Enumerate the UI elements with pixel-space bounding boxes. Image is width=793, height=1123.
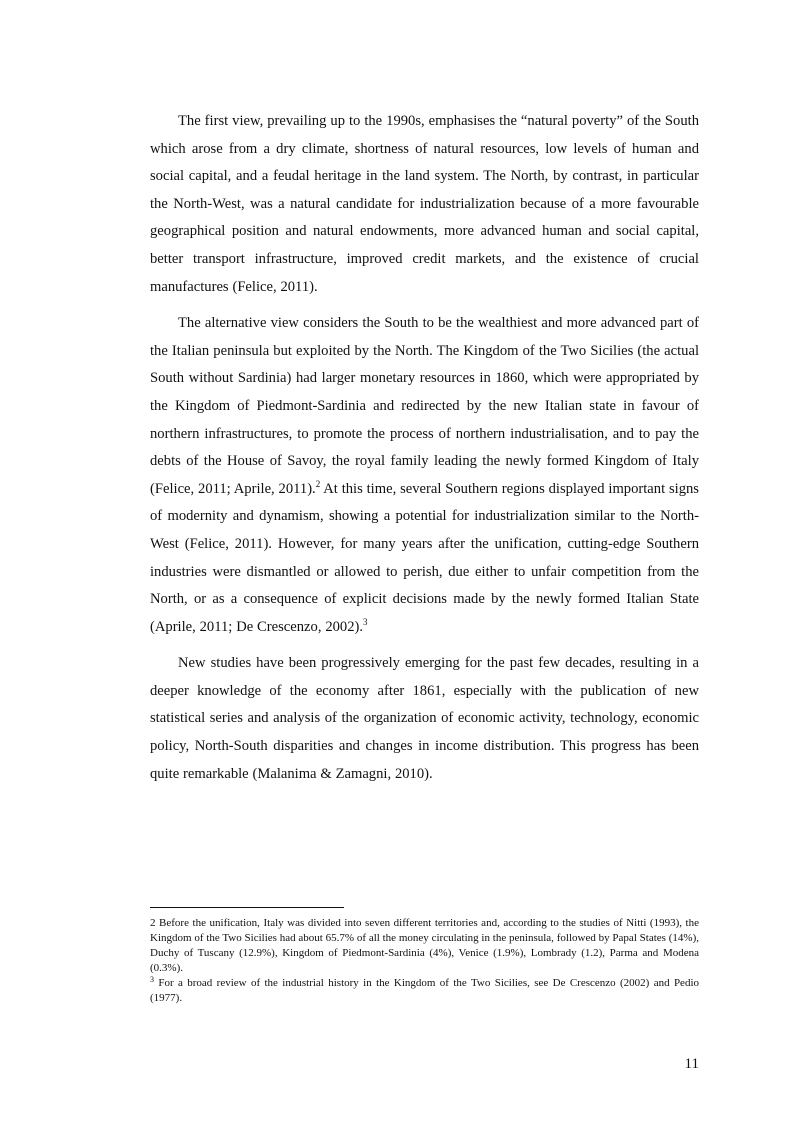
footnotes (150, 916, 699, 1006)
footnote-ref-2: 2 (315, 478, 321, 489)
footnote-2-text: Before the unification, Italy was divided into seven different territories and, according to the studies of Nitti (1993), the Kingdom of the Two Sicilies had about 65.7% of all the money circulating in the peninsula, followed by Papal States (14%), Duchy of Tuscany (12.9%), Kingdom of Piedmont-Sardinia (4%), Venice (1.9%), Lombrady (1.2), Parma and Modena (0.3%). (150, 917, 699, 974)
footnote-3 (150, 976, 699, 1006)
footnote-ref-3: 3 (363, 616, 368, 627)
paragraph-first-view: The first view, prevailing up to the 1990s, emphasises the “natural poverty” of the South which arose from a dry climate, shortness of natural resources, low levels of human and social capital, and a feudal heritage in the land system. The North, by contrast, in particular the North-West, was a natural candidate for industrialization because of a more favourable geographical position and natural endowments, more advanced human and social capital, better transport infrastructure, improved credit markets, and the existence of crucial manufactures (Felice, 2011). (150, 113, 699, 295)
paragraph-new-studies: New studies have been progressively emerging for the past few decades, resulting in a deeper knowledge of the economy after 1861, especially with the publication of new statistical series and analysis of the organization of economic activity, technology, economic policy, North-South disparities and changes in income distribution. This progress has been quite remarkable (Malanima & Zamagni, 2010). (150, 655, 699, 782)
page-number: 11 (684, 1056, 699, 1072)
footnote-2-marker: 2 (150, 917, 156, 929)
paragraph-alternative-view-text: The alternative view considers the South to be the wealthiest and more advanced part of the Italian peninsula but exploited by the North. The Kingdom of the Two Sicilies (the actual South without Sardinia) had larger monetary resources in 1860, which were appropriated by the Kingdom of Piedmont-Sardinia and redirected by the new Italian state in favour of northern infrastructures, to promote the process of northern industrialisation, and to pay the debts of the House of Savoy, the royal family leading the newly formed Kingdom of Italy (Felice, 2011; Aprile, 2011). (150, 315, 699, 497)
paragraph-alternative-view (150, 310, 699, 641)
footnote-2 (150, 916, 699, 976)
paragraph-alternative-view-continued: At this time, several Southern regions displayed important signs of modernity and dynamism, showing a potential for industrialization similar to the North-West (Felice, 2011). However, for many years after the unification, cutting-edge Southern industries were dismantled or allowed to perish, due either to unfair competition from the North, or as a consequence of explicit decisions made by the newly formed Italian State (Aprile, 2011; De Crescenzo, 2002). (150, 480, 699, 635)
footnote-separator (150, 907, 344, 908)
footnote-3-marker: 3 (150, 975, 154, 984)
footnote-3-text: For a broad review of the industrial history in the Kingdom of the Two Sicilies, see De Crescenzo (2002) and Pedio (1977). (150, 977, 699, 1004)
main-text (150, 108, 699, 797)
